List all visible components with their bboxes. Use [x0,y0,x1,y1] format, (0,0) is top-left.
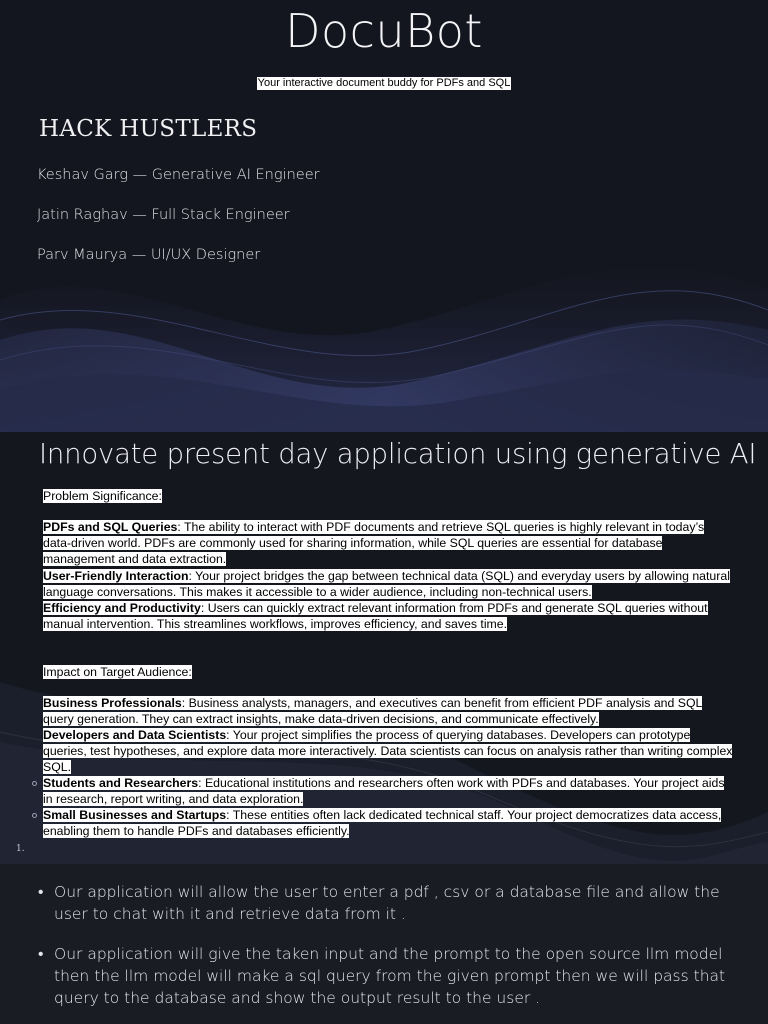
impact-item [43,727,733,775]
app-tagline: Your interactive document buddy for PDFs and SQL [257,77,511,89]
impact-label: Impact on Target Audience: [43,665,192,679]
problem-label-block [43,488,733,504]
impact-item-title: Business Professionals [43,696,182,710]
problem-item-title: User-Friendly Interaction [43,569,189,583]
bullet-icon: • [38,945,44,963]
problem-item-text: : Your project bridges the gap between technical data (SQL) and everyday users by allowing natural language conversations. This makes it accessible to a wider audience, including non-technical users. [43,569,730,599]
impact-item [43,807,733,839]
problem-item [43,519,733,567]
impact-item [43,695,733,727]
bullet-circle-icon [32,781,37,786]
problem-item [43,600,733,632]
team-name: HACK HUSTLERS [39,116,258,142]
bullet-circle-icon [32,813,37,818]
problem-item-text: : Users can quickly extract relevant information from PDFs and generate SQL queries without manual intervention. This streamlines workflows, improves efficiency, and saves time. [43,601,708,631]
impact-item-text: : Business analysts, managers, and executives can benefit from efficient PDF analysis and SQL query generation. They can extract insights, make data-driven decisions, and communicate effectively. [43,696,702,726]
team-member: Keshav Garg — Generative AI Engineer [37,167,320,183]
problem-item-title: PDFs and SQL Queries [43,520,178,534]
bullet-icon: • [38,883,44,901]
impact-item-title: Developers and Data Scientists [43,728,227,742]
problem-item [43,568,733,600]
impact-label-block [43,664,733,680]
problem-slide [0,432,768,864]
team-member: Jatin Raghav — Full Stack Engineer [37,207,290,223]
impact-item-text: : Your project simplifies the process of querying databases. Developers can prototype queries, test hypotheses, and explore data more interactively. Data scientists can focus on analysis rather than writing complex SQL. [43,728,733,774]
list-number-marker: 1. [16,844,25,854]
slide-heading: Innovate present day application using generative AI [39,438,757,470]
problem-item-text: : The ability to interact with PDF documents and retrieve SQL queries is highly relevant in today’s data-driven world. PDFs are commonly used for sharing information, while SQL queries are essential for database management and data extraction. [43,520,705,566]
impact-item-title: Students and Researchers [43,776,199,790]
solution-point-text: Our application will allow the user to enter a pdf , csv or a database file and allow the user to chat with it and retrieve data from it . [54,883,720,923]
solution-point [40,943,740,1009]
impact-item-title: Small Businesses and Startups [43,808,227,822]
app-title: DocuBot [285,4,483,58]
impact-item [43,775,733,807]
solution-slide [0,864,768,1024]
solution-point-text: Our application will give the taken input and the prompt to the open source llm model then the llm model will make a sql query from the given prompt then we will pass that query to the database and show the output result to the user . [54,945,726,1007]
solution-point [40,881,740,925]
problem-label: Problem Significance: [43,489,162,503]
impact-item-text: : These entities often lack dedicated technical staff. Your project democratizes data access, enabling them to handle PDFs and databases efficiently. [43,808,722,838]
title-slide [0,0,768,432]
team-member: Parv Maurya — UI/UX Designer [37,247,261,263]
impact-item-text: : Educational institutions and researchers often work with PDFs and databases. Your project aids in research, report writing, and data exploration. [43,776,725,806]
problem-item-title: Efficiency and Productivity [43,601,201,615]
